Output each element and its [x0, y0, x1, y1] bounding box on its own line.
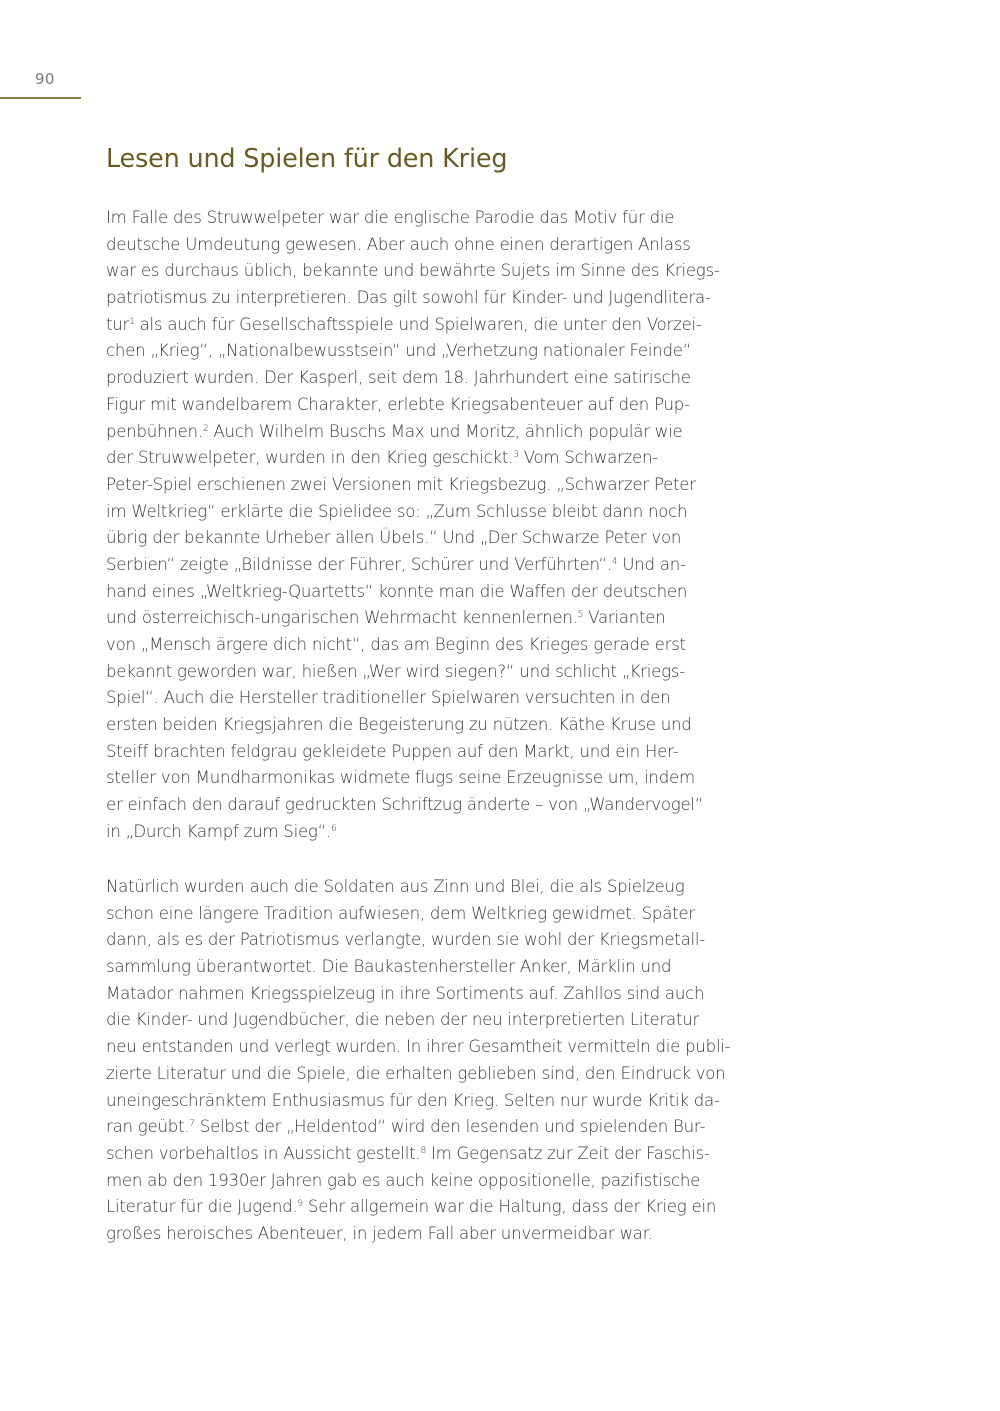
- line-text: ersten beiden Kriegsjahren die Begeisterung zu nützen. Käthe Kruse und: [106, 715, 692, 735]
- line-text: zierte Literatur und die Spiele, die erhalten geblieben sind, den Eindruck von: [106, 1063, 726, 1083]
- text-line: [106, 1034, 786, 1061]
- text-line: [106, 765, 786, 792]
- line-text: in „Durch Kampf zum Sieg“.: [106, 821, 331, 841]
- text-line: [106, 1061, 786, 1088]
- text-line: [106, 739, 786, 766]
- line-text: Serbien“ zeigte „Bildnisse der Führer, Schürer und Verführten“.: [106, 554, 612, 574]
- text-line: [106, 499, 786, 526]
- line-text: von „Mensch ärgere dich nicht“, das am Beginn des Krieges gerade erst: [106, 635, 686, 654]
- line-text-after-note: Varianten: [583, 608, 666, 628]
- line-text: patriotismus zu interpretieren. Das gilt sowohl für Kinder- und Jugendlitera-: [106, 288, 711, 308]
- text-line: [106, 927, 786, 954]
- text-line: [106, 552, 786, 579]
- text-line: [106, 981, 786, 1008]
- page-number: 90: [35, 70, 55, 88]
- line-text: hand eines „Weltkrieg-Quartetts“ konnte man die Waffen der deutschen: [106, 581, 688, 601]
- text-line: [106, 579, 786, 606]
- line-text: Steiff brachten feldgrau gekleidete Puppen auf den Markt, und ein Her-: [106, 741, 679, 761]
- line-text: dann, als es der Patriotismus verlangte, wurden sie wohl der Kriegsmetall-: [106, 930, 705, 950]
- line-text: der Struwwelpeter, wurden in den Krieg geschickt.: [106, 448, 514, 468]
- text-line: [106, 232, 786, 259]
- text-line: [106, 205, 786, 232]
- line-text: im Weltkrieg“ erklärte die Spielidee so: „Zum Schlusse bleibt dann noch: [106, 501, 688, 521]
- line-text: penbühnen.: [106, 421, 203, 441]
- text-line: [106, 792, 786, 819]
- line-text-after-note: Selbst der „Heldentod“ wird den lesenden und spielenden Bur-: [194, 1117, 706, 1137]
- line-text: schen vorbehaltlos in Aussicht gestellt.: [106, 1143, 421, 1163]
- line-text-after-note: als auch für Gesellschaftsspiele und Spielwaren, die unter den Vorzei-: [134, 314, 702, 334]
- line-text: deutsche Umdeutung gewesen. Aber auch ohne einen derartigen Anlass: [106, 234, 691, 254]
- text-line: [106, 605, 786, 632]
- line-text: produziert wurden. Der Kasperl, seit dem 18. Jahrhundert eine satirische: [106, 368, 691, 388]
- text-line: [106, 1221, 786, 1248]
- line-text: steller von Mundharmonikas widmete flugs seine Erzeugnisse um, indem: [106, 768, 695, 788]
- line-text: Literatur für die Jugend.: [106, 1197, 298, 1217]
- footnote-marker[interactable]: 5: [577, 610, 584, 621]
- line-text: und österreichisch-ungarischen Wehrmacht kennenlernen.: [106, 608, 578, 628]
- paragraph-2: [106, 874, 786, 1248]
- text-line: [106, 338, 786, 365]
- line-text-after-note: Auch Wilhelm Buschs Max und Moritz, ähnlich populär wie: [208, 421, 683, 441]
- line-text-after-note: Und an-: [617, 554, 686, 574]
- line-text: Peter-Spiel erschienen zwei Versionen mit Kriegsbezug. „Schwarzer Peter: [106, 474, 696, 494]
- paragraph-1: [106, 205, 786, 846]
- footnote-marker[interactable]: 7: [189, 1119, 195, 1130]
- text-line: [106, 419, 786, 446]
- footnote-marker[interactable]: 6: [331, 823, 337, 834]
- line-text: die Kinder- und Jugendbücher, die neben der neu interpretierten Literatur: [106, 1010, 700, 1030]
- footnote-marker[interactable]: 8: [420, 1145, 426, 1156]
- text-line: [106, 445, 786, 472]
- text-line: [106, 472, 786, 499]
- line-text: chen „Krieg“, „Nationalbewusstsein“ und „Verhetzung nationaler Feinde“: [106, 341, 692, 361]
- line-text: sammlung überantwortet. Die Baukastenhersteller Anker, Märklin und: [106, 957, 672, 977]
- text-line: [106, 1007, 786, 1034]
- footnote-marker[interactable]: 9: [297, 1199, 303, 1210]
- section-title: Lesen und Spielen für den Krieg: [106, 144, 508, 174]
- text-line: [106, 632, 786, 659]
- line-text: men ab den 1930er Jahren gab es auch keine oppositionelle, pazifistische: [106, 1170, 701, 1190]
- line-text-after-note: Im Gegensatz zur Zeit der Faschis-: [425, 1143, 710, 1163]
- line-text: Spiel“. Auch die Hersteller traditioneller Spielwaren versuchten in den: [106, 688, 671, 708]
- line-text: großes heroisches Abenteuer, in jedem Fall aber unvermeidbar war.: [106, 1223, 653, 1243]
- line-text: uneingeschränktem Enthusiasmus für den Krieg. Selten nur wurde Kritik da-: [106, 1090, 720, 1110]
- text-line: [106, 312, 786, 339]
- footnote-marker[interactable]: 1: [129, 316, 135, 327]
- text-line: [106, 1194, 786, 1221]
- line-text: Figur mit wandelbarem Charakter, erlebte Kriegsabenteuer auf den Pup-: [106, 394, 690, 414]
- text-line: [106, 1114, 786, 1141]
- line-text: bekannt geworden war, hießen „Wer wird siegen?“ und schlicht „Kriegs-: [106, 661, 685, 681]
- text-line: [106, 525, 786, 552]
- text-line: [106, 685, 786, 712]
- text-line: [106, 365, 786, 392]
- text-line: [106, 1088, 786, 1115]
- text-line: [106, 258, 786, 285]
- footnote-marker[interactable]: 2: [202, 423, 209, 434]
- text-line: [106, 1141, 786, 1168]
- line-text: übrig der bekannte Urheber allen Übels.“ Und „Der Schwarze Peter von: [106, 528, 682, 548]
- line-text: Im Falle des Struwwelpeter war die englische Parodie das Motiv für die: [106, 208, 675, 227]
- line-text: Natürlich wurden auch die Soldaten aus Zinn und Blei, die als Spielzeug: [106, 877, 685, 896]
- text-line: [106, 392, 786, 419]
- header-rule: [0, 97, 81, 99]
- text-line: [106, 659, 786, 686]
- line-text: tur: [106, 314, 130, 334]
- line-text: ran geübt.: [106, 1117, 190, 1137]
- text-line: [106, 285, 786, 312]
- text-line: [106, 901, 786, 928]
- text-line: [106, 954, 786, 981]
- line-text-after-note: Vom Schwarzen-: [518, 448, 659, 468]
- line-text: neu entstanden und verlegt wurden. In ihrer Gesamtheit vermitteln die publi-: [106, 1037, 731, 1057]
- text-line: [106, 712, 786, 739]
- line-text: Matador nahmen Kriegsspielzeug in ihre Sortiments auf. Zahllos sind auch: [106, 983, 705, 1003]
- text-line: [106, 874, 786, 901]
- text-line: [106, 819, 786, 846]
- line-text: war es durchaus üblich, bekannte und bewährte Sujets im Sinne des Kriegs-: [106, 261, 720, 281]
- line-text: schon eine längere Tradition aufwiesen, dem Weltkrieg gewidmet. Später: [106, 903, 695, 923]
- footnote-marker[interactable]: 3: [513, 450, 519, 461]
- text-line: [106, 1168, 786, 1195]
- footnote-marker[interactable]: 4: [611, 556, 618, 567]
- line-text: er einfach den darauf gedruckten Schriftzug änderte – von „Wandervogel“: [106, 795, 704, 815]
- line-text-after-note: Sehr allgemein war die Haltung, dass der Krieg ein: [302, 1197, 717, 1217]
